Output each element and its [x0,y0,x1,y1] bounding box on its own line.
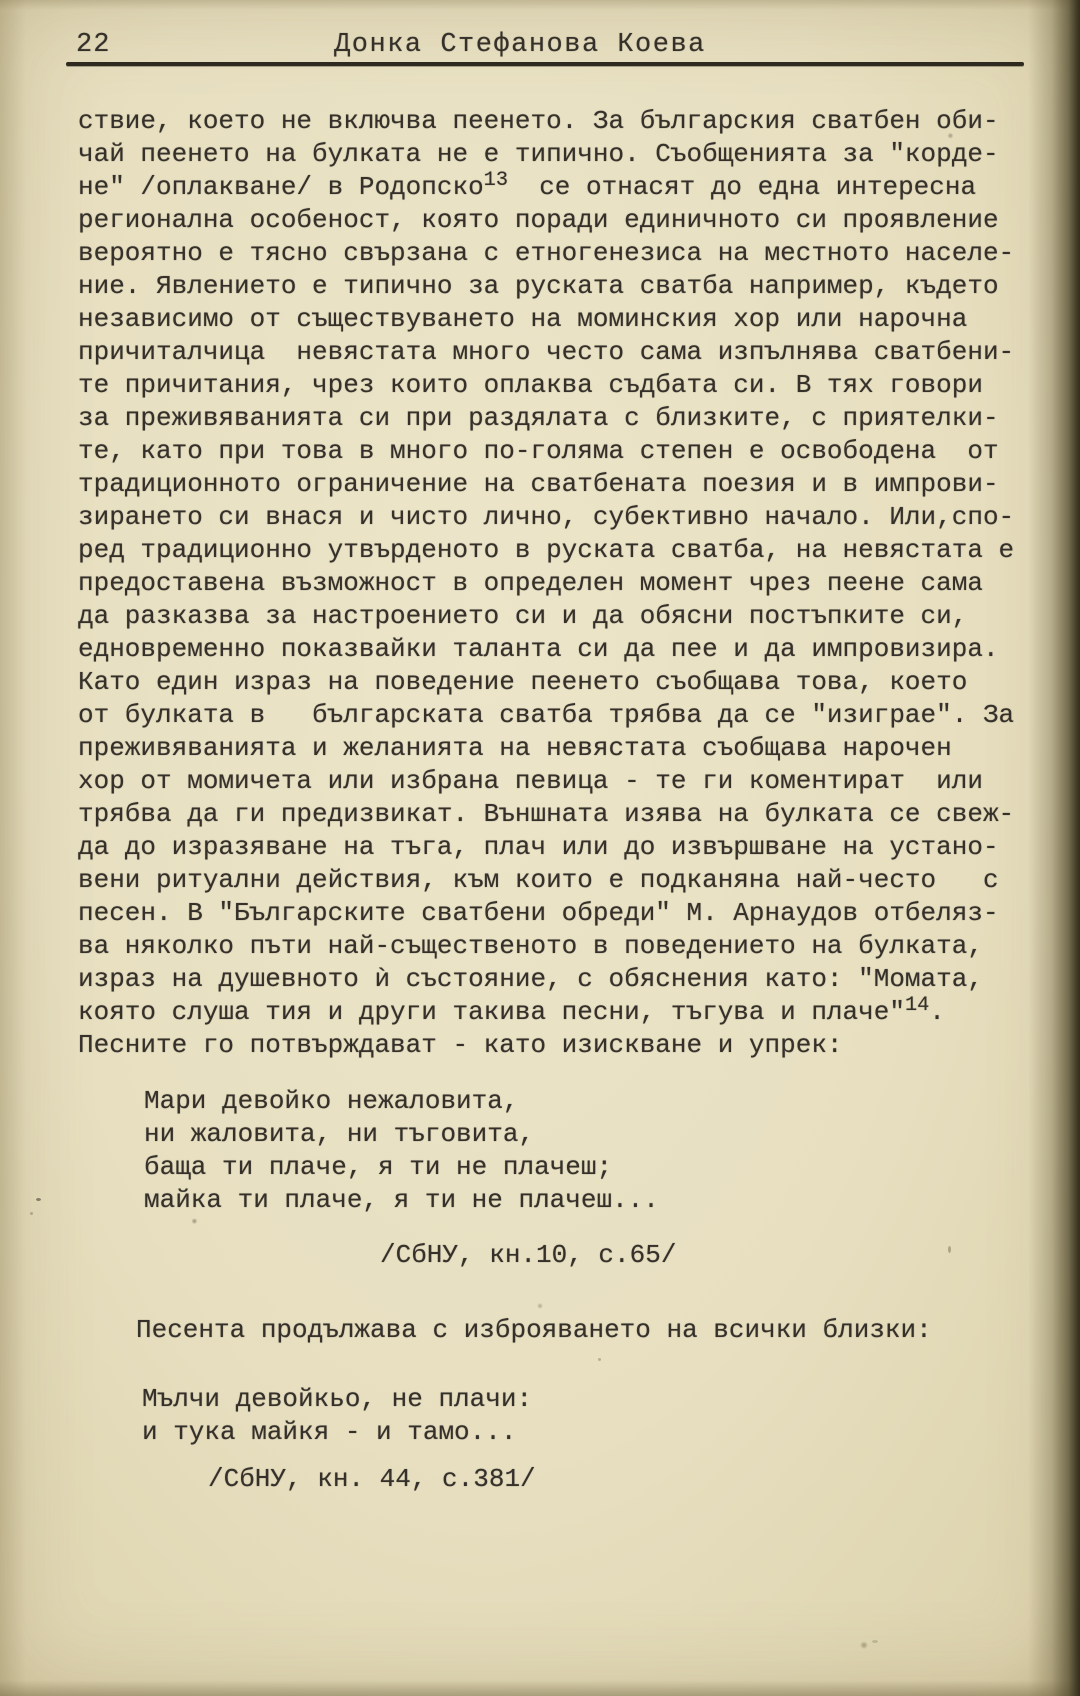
verse-quote-1: Мари девойко нежаловита, ни жаловита, ни тъговита, баща ти плаче, я ти не плачеш; майка ти плаче, я ти не плачеш... [144,1086,659,1215]
running-title: Донка Стефанова Коева [334,30,706,60]
paper-speck [872,1640,878,1643]
source-citation-1: /СбНУ, кн.10, с.65/ [380,1240,677,1270]
paper-speck [36,1198,41,1201]
page-number: 22 [76,30,111,60]
page-header [0,0,1080,63]
page-content [78,105,1040,1496]
page-edge-bottom [0,1680,1080,1696]
header-rule [66,62,1024,66]
source-citation-2: /СбНУ, кн. 44, с.381/ [208,1464,536,1494]
page-edge-left [0,0,26,1696]
verse-quote-2: Мълчи девойкьо, не плачи: и тука майкя - и тамо... [142,1384,533,1447]
main-paragraph: ствие, което не включва пеенето. За българския сватбен оби- чай пеенето на булката не е типично. Съобщенията за "корде- не" /оплакване/ в Родопско$^{13}$ се отнасят до една интересна регионална особеност, която поради единичното си проявление вероятно е тясно свързана с етногенезиса на местното населе- ние. Явлението е типично за руската сватба например, където независимо от съществуването на моминския хор или нарочна причиталчица невястата много често сама изпълнява сватбени- те причитания, чрез които оплаква съдбата си. В тях говори за преживяванията си при раздялата с близките, с приятелки- те, като при това в много по-голяма степен е освободена от традиционното ограничение на сватбената поезия и в импрови- зирането си внася и чисто лично, субективно начало. Или,спо- ред традиционно утвърденото в руската сватба, на невястата е предоставена възможност в определен момент чрез пеене сама да разказва за настроението си и да обясни постъпките си, едновременно показвайки таланта си да пее и да импровизира. Като един израз на поведение пеенето съобщава това, което от булката в българската сватба трябва да се "изиграе". За преживяванията и желанията на невястата съобщава нарочен хор от момичета или избрана певица - те ги коментират или трябва да ги предизвикат. Външната изява на булката се свеж- да до изразяване на тъга, плач или до извършване на устано- вени ритуални действия, към които е подканяна най-често с песен. В "Българските сватбени обреди" М. Арнаудов отбеляз- ва няколко пъти най-същественото в поведението на булката, израз на душевното ѝ състояние, с обяснения като: "Момата, която слуша тия и други такива песни, тъгува и плаче"$^{14}$. Песните го потвърждават - като изискване и упрек: [78,106,1015,1060]
paper-speck [30,1212,33,1215]
connecting-paragraph: Песента продължава с изброяването на всички близки: [136,1315,932,1345]
